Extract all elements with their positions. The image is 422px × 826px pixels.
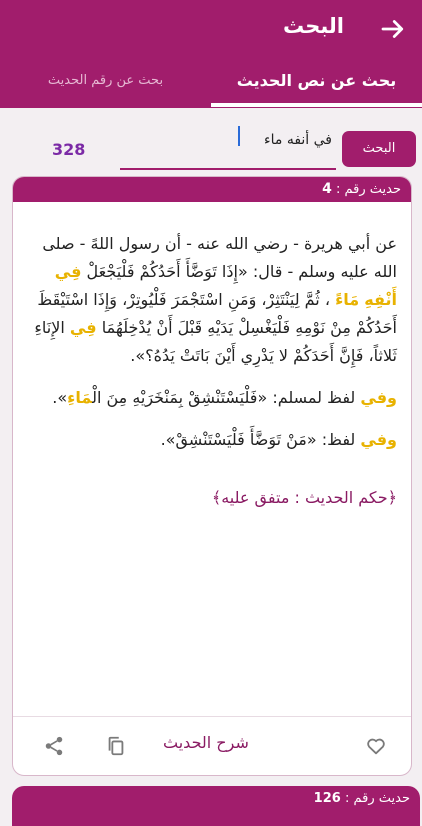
hadith-text-part: عن أبي هريرة - رضي الله عنه - أن رسول اللهً - صلى الله عليه وسلم - قال: «إِذَا تَوَضَّأَ أَحَدُكُمْ فَلْيَجْعَلْ [42,234,397,281]
card-actions [13,717,411,775]
tab-text-search[interactable]: بحث عن نص الحديث [236,71,397,90]
highlight-match: مَاءِ [67,388,93,407]
app-bar [0,0,422,108]
search-input[interactable] [120,124,336,170]
hadith-number-label: حديث رقم : [335,182,401,197]
highlight-match: فِي أَنْفِهِ [54,262,397,309]
hadith-number: 126 [313,791,341,806]
hadith-text-part: ، ثُمَّ لِيَنْتَثِرْ، وَمَنِ اسْتَجْمَرَ فَلْيُوتِرْ، وَإِذَا اسْتَيْقَظَ أَحَدُكُمْ مِنْ نَوْمِهِ فَلْيَغْسِلْ يَدَيْهِ قَبْلَ أَنْ يُدْخِلَهُمَا [37,290,397,337]
next-hadith-card[interactable] [12,786,420,826]
hadith-text-part: ». [52,388,68,407]
search-button[interactable]: البحث [342,131,416,167]
hadith-variant [13,384,411,412]
copy-icon[interactable] [105,735,127,757]
result-count: 328 [52,140,86,159]
hadith-text-part: لفظ لمسلم: «فَلْيَسْتَنْشِقْ بِمَنْخَرَيْهِ مِنَ الْ [92,388,356,407]
tab-indicator [211,103,422,107]
explain-hadith-button[interactable]: شرح الحديث [163,733,249,752]
tab-number-search[interactable]: بحث عن رقم الحديث [47,73,164,88]
text-cursor [238,126,240,146]
hadith-text-part: الإِنَاءِ ثَلاثاً، فَإِنَّ أَحَدَكُمْ لا يَدْرِي أَيْنَ بَاتَتْ يَدُهُ؟». [34,318,397,365]
page-title: البحث [282,14,344,38]
share-icon[interactable] [43,735,65,757]
hadith-number-label: حديث رقم : [344,791,410,806]
highlight-match: فِي [69,318,97,337]
hadith-ruling: ﴿حكم الحديث : متفق عليه﴾ [211,488,397,507]
highlight-match: مَاءً [335,290,360,309]
hadith-number: 4 [322,181,332,197]
hadith-card-header [13,177,411,202]
hadith-variant [13,426,411,454]
arrow-right-icon[interactable] [378,14,408,44]
highlight-match: وفي [360,430,397,449]
hadith-text-part: لفظ: «مَنْ تَوَضَّأَ فَلْيَسْتَنْشِقْ». [160,430,356,449]
hadith-text [13,230,411,370]
heart-icon[interactable] [365,735,387,757]
highlight-match: وفي [360,388,397,407]
search-input-value: في أنفه ماء [264,132,332,148]
hadith-card [12,176,412,776]
